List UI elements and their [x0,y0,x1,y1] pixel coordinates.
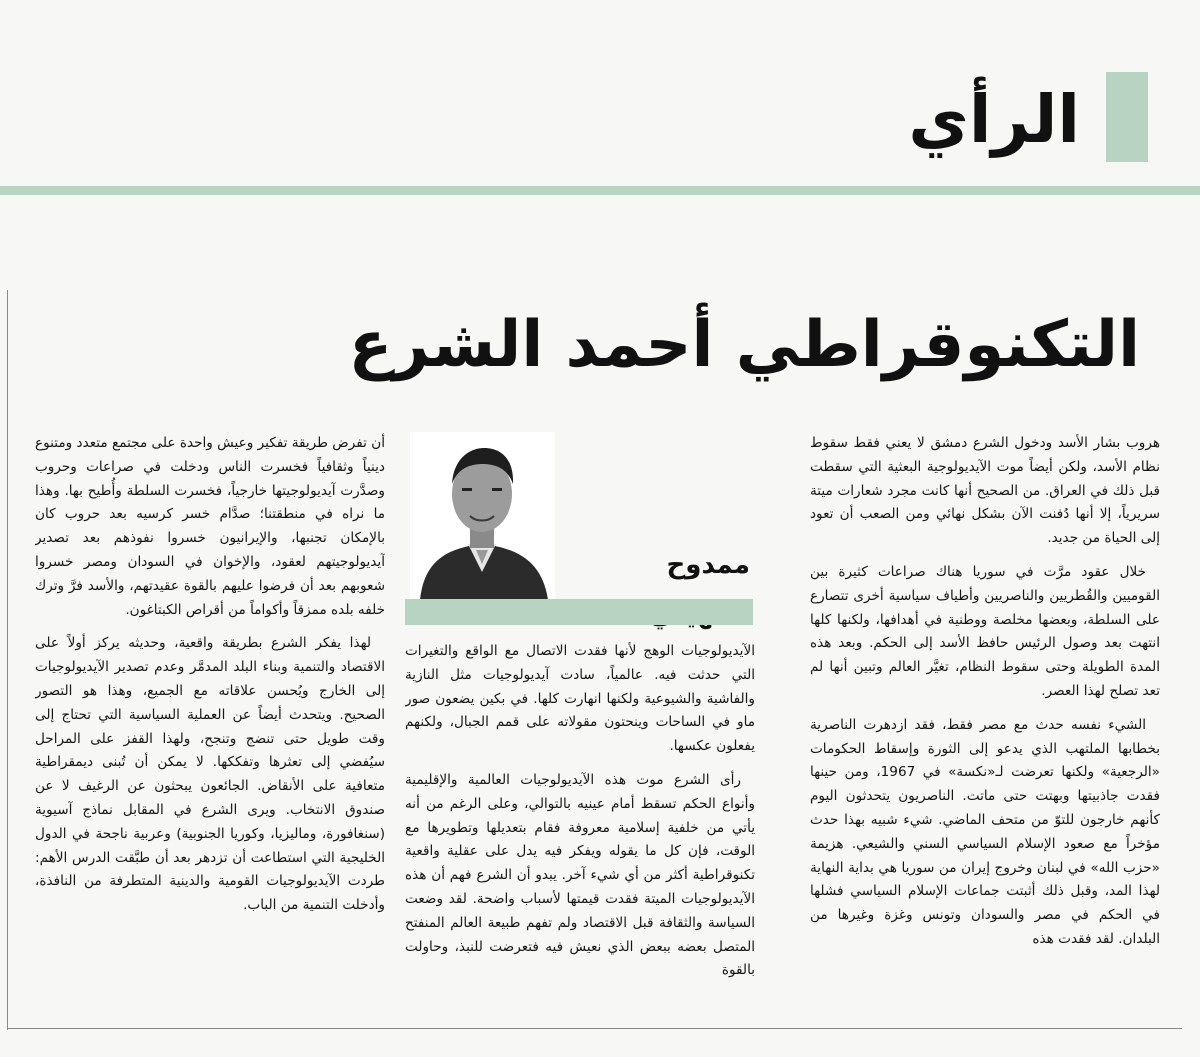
paragraph: لهذا يفكر الشرع بطريقة واقعية، وحديثه يركز أولاً على الاقتصاد والتنمية وبناء البلد المدمَّر وعدم تصدير الآيديولوجيات إلى الخارج ويُحسن علاقاته مع الجميع، وهذا هو التصور الصحيح. ويتحدث أيضاً عن العملية السياسية التي تحتاج إلى وقت طويل حتى تنضج وتنجح، ولهذا القفز على المراحل سيُفضي إلى تعثرها وتفككها. لا يمكن أن تُبنى ديمقراطية متعافية على الأنقاض. الجائعون يبحثون عن الرغيف لا عن صندوق الانتخاب. ويرى الشرع في المقابل نماذج آسيوية (سنغافورة، وماليزيا، وكوريا الجنوبية) وعربية ناجحة في الدول الخليجية التي استطاعت أن تزدهر بعد أن طبَّقت الدرس الأهم: طردت الآيديولوجيات القومية والدينية المتطرفة من النافذة، وأدخلت التنمية من الباب. [35,635,385,914]
article-headline: التكنوقراطي أحمد الشرع [348,308,1140,382]
article-column-right [810,432,1160,1027]
paragraph: هروب بشار الأسد ودخول الشرع دمشق لا يعني فقط سقوط نظام الأسد، ولكن أيضاً موت الآيديولوجية البعثية التي سقطت قبل ذلك في العراق. من الصحيح أنها كانت مجرد شعارات ميتة سريرياً، إلا أنها دُفنت الآن بشكل نهائي ومن الصعب أن تعود إلى الحياة من جديد. [810,435,1160,547]
frame-bottom-rule [7,1028,1182,1029]
section-rule [0,186,1200,195]
author-name: ممدوح [666,550,750,580]
section-title: الرأي [908,81,1080,158]
section-accent-box [1106,72,1148,162]
paragraph: الآيديولوجيات الوهج لأنها فقدت الاتصال مع الواقع والتغيرات التي حدثت فيه. عالمياً، سادت آيديولوجيات مثل النازية والفاشية والشيوعية ولكنها انهارت كلها. في بكين يضعون صور ماو في الساحات وينحتون مقولاته على قمم الجبال، ولكنهم يفعلون عكسها. [405,643,755,755]
article-column-middle [405,640,755,1028]
frame-left-rule [7,290,8,1030]
author-photo [410,432,555,600]
author-accent-bar [405,599,753,625]
paragraph: أن تفرض طريقة تفكير وعيش واحدة على مجتمع متعدد ومتنوع دينياً وثقافياً فخسرت الناس ودخلت في صراعات وحروب وصدَّرت آيديولوجيتها خارجياً، فخسرت السلطة وأُطيح بها. وهذا ما نراه في منطقتنا؛ صدَّام خسر كرسيه بعد حروب كان بالإمكان تجنبها، والإيرانيون خسروا نفوذهم بعد تصدير آيديولوجيتهم لعقود، والإخوان في السودان ومصر خسروا شعوبهم بعد أن فرضوا عليهم بالقوة عقيدتهم، والأسد فرَّ وترك خلفه بلده ممزقاً وأكواماً من أقراص الكبتاغون. [35,435,385,618]
paragraph: خلال عقود مرَّت في سوريا هناك صراعات كثيرة بين القوميين والقُطريين والناصريين وأطياف سياسية أخرى تتصارع على السلطة، وبعضها مخلصة ووطنية في أهدافها، ولكنها كلها انتهت بعد وصول الرئيس حافظ الأسد إلى الحكم. وبعد هذه المدة الطويلة وحتى سقوط النظام، تغيَّر العالم وتبين أنها لم تعد تصلح لهذا العصر. [810,563,1160,699]
paragraph: الشيء نفسه حدث مع مصر فقط، فقد ازدهرت الناصرية بخطابها الملتهب الذي يدعو إلى الثورة وإسقاط الحكومات «الرجعية» ولكنها تعرضت لـ«نكسة» في 1967، ومن حينها فقدت جاذبيتها وبهتت حتى ماتت. الناصريون يتحدثون اليوم كأنهم خارجون للتوّ من متحف الماضي. شيء شبيه بهذا حدث مؤخراً مع صعود الإسلام السياسي السني والشيعي. هزيمة «حزب الله» في لبنان وخروج إيران من سوريا هي بداية النهاية لهذا المد، وقبل ذلك أثبتت جماعات الإسلام السياسي فشلها في الحكم في مصر والسودان وتونس وغزة وغيرها من البلدان. لقد فقدت هذه [810,716,1160,947]
paragraph: رأى الشرع موت هذه الآيديولوجيات العالمية والإقليمية وأنواع الحكم تسقط أمام عينيه بالتوالي، وعلى الرغم من أنه يأتي من خلفية إسلامية معروفة فقام بتعديلها وتطويرها مع الوقت، فإن كل ما يقوله ويفكر فيه يدل على عقلية واقعية تكنوقراطية أكثر من أي شيء آخر. يبدو أن الشرع فهم أن هذه الآيديولوجيات الميتة فقدت قيمتها لأسباب واضحة. لقد وضعت السياسة والثقافة قبل الاقتصاد ولم تفهم طبيعة العالم المنفتح المتصل بعضه ببعض الذي نعيش فيه فتعرضت للنبذ، وحاولت بالقوة [405,771,755,979]
article-column-left [35,432,385,1027]
